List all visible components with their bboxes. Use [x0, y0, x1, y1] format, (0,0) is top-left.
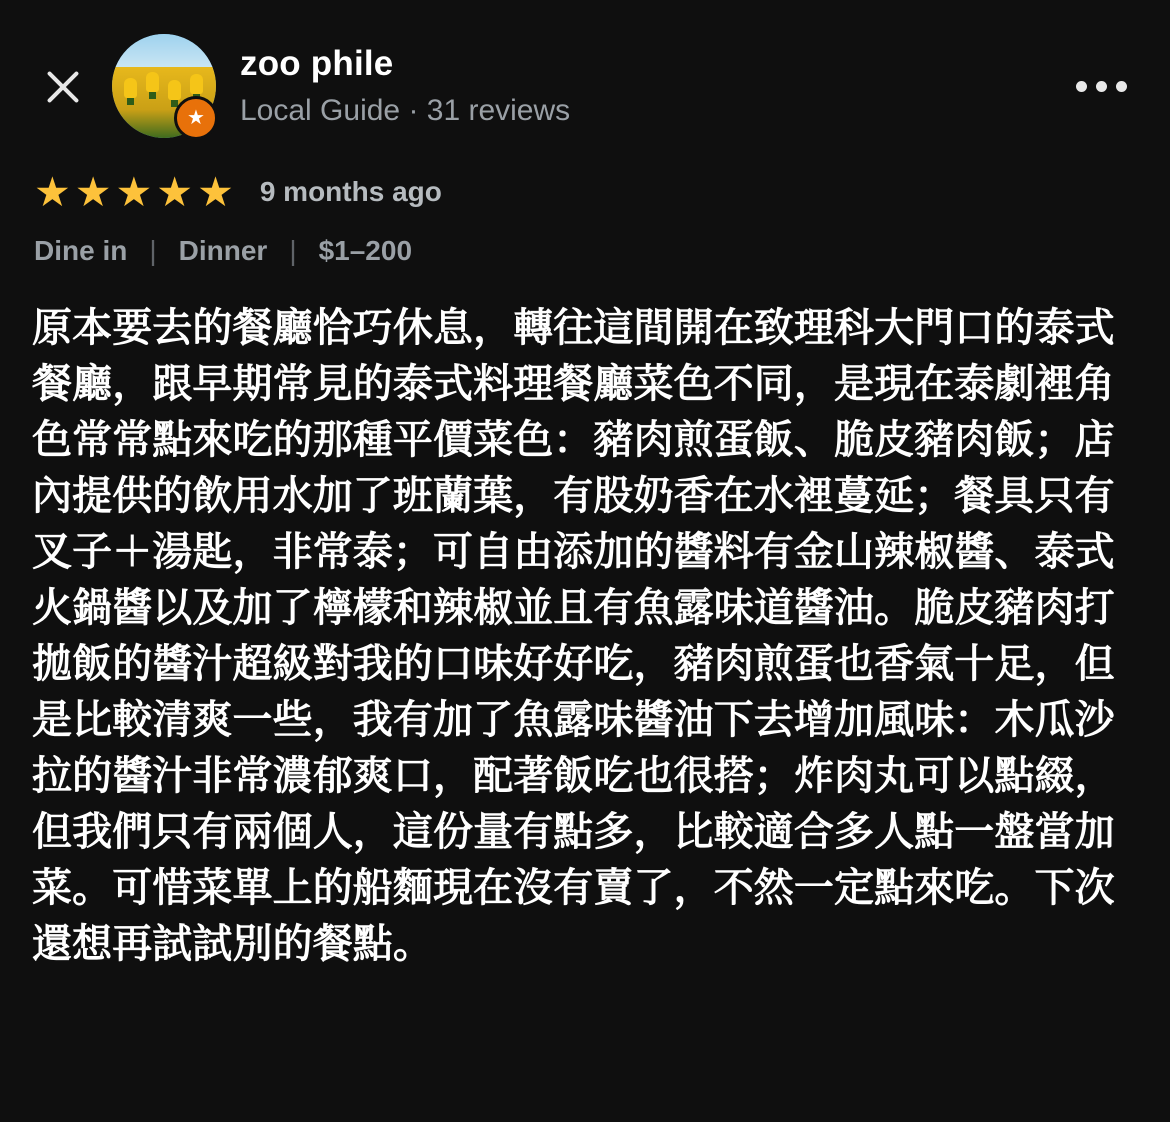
review-text: 原本要去的餐廳恰巧休息，轉往這間開在致理科大門口的泰式餐廳，跟早期常見的泰式料理餐廳菜色不同，是現在泰劇裡角色常常點來吃的那種平價菜色：豬肉煎蛋飯、脆皮豬肉飯；店內提供的飲用水加了班蘭葉，有股奶香在水裡蔓延；餐具只有叉子＋湯匙，非常泰；可自由添加的醬料有金山辣椒醬、泰式火鍋醬以及加了檸檬和辣椒並且有魚露味道醬油。脆皮豬肉打拋飯的醬汁超級對我的口味好好吃，豬肉煎蛋也香氣十足，但是比較清爽一些，我有加了魚露味醬油下去增加風味：木瓜沙拉的醬汁非常濃郁爽口，配著飯吃也很搭；炸肉丸可以點綴，但我們只有兩個人，這份量有點多，比較適合多人點一盤當加菜。可惜菜單上的船麵現在沒有賣了，不然一定點來吃。下次還想再試試別的餐點。 — [32, 306, 1115, 966]
review-details — [0, 220, 1170, 282]
close-icon[interactable] — [34, 57, 92, 115]
tulip-icon — [168, 80, 181, 100]
star-icon: ★ — [74, 168, 112, 215]
star-icon: ★ — [156, 168, 194, 215]
review-timestamp: 9 months ago — [259, 176, 442, 207]
avatar-sky — [112, 34, 216, 69]
review-header — [0, 0, 1170, 172]
star-icon: ★ — [197, 168, 234, 215]
user-name[interactable]: zoo phile — [240, 44, 394, 83]
detail-separator: | — [149, 235, 157, 266]
tulip-icon — [124, 78, 137, 98]
star-rating — [34, 168, 234, 215]
more-options-icon[interactable] — [1066, 51, 1136, 121]
detail-service-type: Dine in — [34, 235, 128, 266]
local-guide-badge-icon: ★ — [174, 96, 218, 140]
detail-price-range: $1–200 — [318, 235, 413, 266]
detail-separator: | — [289, 235, 297, 266]
more-dot — [1076, 81, 1087, 92]
user-subtitle: Local Guide · 31 reviews — [240, 94, 571, 127]
tulip-icon — [146, 72, 159, 92]
user-meta — [240, 43, 1066, 129]
more-dot — [1116, 81, 1127, 92]
more-dot — [1096, 81, 1107, 92]
rating-row — [0, 164, 1170, 220]
avatar[interactable] — [112, 34, 216, 138]
star-icon: ★ — [115, 168, 153, 215]
detail-meal-type: Dinner — [178, 235, 268, 266]
tulip-icon — [190, 74, 203, 94]
star-icon: ★ — [34, 168, 71, 215]
